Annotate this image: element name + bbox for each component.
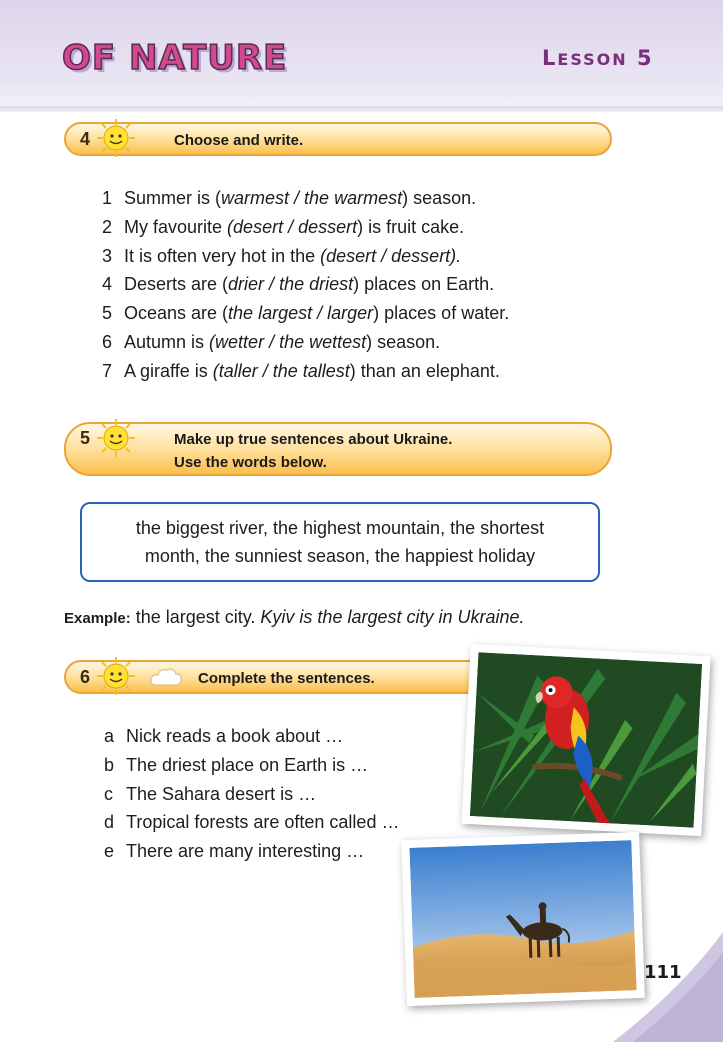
word-box-line2: month, the sunniest season, the happiest holiday <box>144 546 536 566</box>
task-6-instruction: Complete the sentences. <box>198 670 375 687</box>
item-text: There are many interesting … <box>126 841 365 862</box>
item-text: Oceans are ( <box>124 303 229 324</box>
task-4-bar <box>64 122 612 156</box>
lesson-label-initial: L <box>542 46 558 70</box>
option: dessert). <box>391 245 462 266</box>
option: the warmest <box>304 188 403 208</box>
task-4-number: 4 <box>80 129 91 149</box>
option: larger <box>327 303 374 324</box>
task-5-instruction-line2: Use the words below. <box>174 454 327 471</box>
item-text: Summer is ( <box>124 188 222 208</box>
item-text: The Sahara desert is … <box>126 783 317 804</box>
task-6-number: 6 <box>80 667 91 687</box>
list-item <box>102 299 509 328</box>
item-text: It is often very hot in the <box>124 245 321 266</box>
list-item <box>104 751 399 780</box>
option: (wetter <box>209 331 265 352</box>
lesson-label-rest: ESSON <box>557 50 628 69</box>
item-letter: c <box>104 783 113 804</box>
page-corner <box>613 932 723 1042</box>
unit-title: OF NATURE <box>62 38 288 78</box>
option: (desert <box>227 216 284 237</box>
desert-camel-photo <box>401 832 645 1006</box>
item-number: 4 <box>102 274 113 295</box>
option: the largest <box>228 303 313 324</box>
item-number: 3 <box>102 245 113 266</box>
list-item <box>102 357 509 386</box>
item-letter: a <box>104 726 115 746</box>
option: warmest <box>221 188 290 208</box>
parrot-photo <box>461 644 710 836</box>
item-letter: d <box>104 812 115 833</box>
item-text: Nick reads a book about … <box>126 726 344 746</box>
smiley-sun-icon <box>96 118 136 158</box>
list-item <box>102 328 509 357</box>
option-separator: / <box>283 216 299 237</box>
item-letter: b <box>104 754 115 775</box>
option: (desert <box>320 245 377 266</box>
option-separator: / <box>312 303 328 324</box>
item-number: 7 <box>102 360 113 381</box>
item-text: ) places on Earth. <box>353 274 495 295</box>
option: drier <box>228 274 265 295</box>
item-text: ) season. <box>366 331 441 352</box>
smiley-sun-icon <box>96 656 136 696</box>
item-text: Autumn is <box>124 331 210 352</box>
lesson-number: 5 <box>636 46 654 70</box>
item-text: Tropical forests are often called … <box>126 812 400 833</box>
word-box <box>80 502 600 582</box>
list-item <box>102 213 509 242</box>
item-number: 6 <box>102 331 113 352</box>
option: the driest <box>279 274 354 295</box>
task-4-list <box>102 184 509 386</box>
task-5-instruction-line1: Make up true sentences about Ukraine. <box>174 431 453 448</box>
list-item <box>102 242 509 271</box>
option-separator: / <box>376 245 392 266</box>
list-item <box>104 722 399 751</box>
item-number: 2 <box>102 216 113 237</box>
option: dessert <box>298 216 358 237</box>
example-label: Example: <box>64 610 131 627</box>
item-number: 5 <box>102 303 113 324</box>
option-separator: / <box>264 274 280 295</box>
item-text: A giraffe is <box>124 360 213 381</box>
option-separator: / <box>257 360 273 381</box>
smiley-sun-icon <box>96 418 136 458</box>
example <box>64 607 525 628</box>
list-item <box>104 780 399 809</box>
lesson-label <box>542 46 654 70</box>
word-box-line1: the biggest river, the highest mountain, the shortest <box>135 518 545 538</box>
option-separator: / <box>289 188 305 208</box>
item-text: ) season. <box>402 188 477 208</box>
item-text: ) is fruit cake. <box>357 216 465 237</box>
option: the wettest <box>279 331 367 352</box>
example-phrase: the largest city. <box>130 607 261 627</box>
cloud-icon <box>148 665 184 689</box>
example-sentence: Kyiv is the largest city in Ukraine. <box>260 607 525 627</box>
item-text: My favourite <box>124 216 228 237</box>
item-text: ) than an elephant. <box>349 360 500 381</box>
item-text: Deserts are ( <box>124 274 229 295</box>
list-item <box>102 184 509 213</box>
option: (taller <box>212 360 258 381</box>
page-number: 111 <box>644 962 682 983</box>
list-item <box>104 837 399 866</box>
task-6-list <box>104 722 399 866</box>
item-text: ) places of water. <box>373 303 510 324</box>
item-text: The driest place on Earth is … <box>126 754 369 775</box>
task-5-number: 5 <box>80 428 91 448</box>
task-4-instruction: Choose and write. <box>174 132 304 149</box>
option: the tallest <box>272 360 350 381</box>
item-letter: e <box>104 841 115 862</box>
task-5-instruction <box>174 428 452 474</box>
item-number: 1 <box>102 188 113 208</box>
list-item <box>104 808 399 837</box>
list-item <box>102 270 509 299</box>
option-separator: / <box>264 331 280 352</box>
